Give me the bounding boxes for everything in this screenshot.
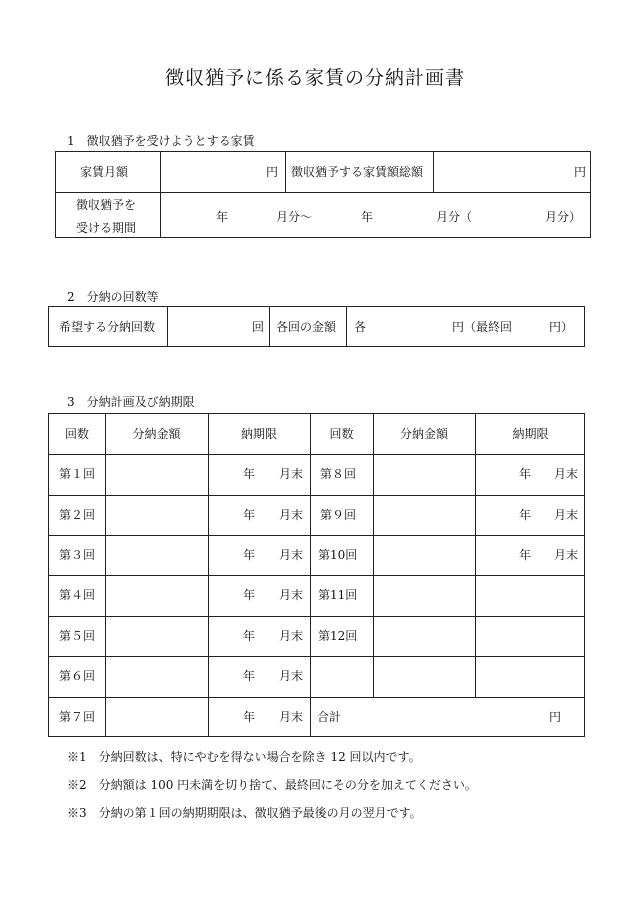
- final-close: 円）: [549, 320, 574, 334]
- note-2: ※2 分納額は 100 円未満を切り捨て、最終回にその分を加えてください。: [67, 778, 477, 792]
- due-month-end: 月末: [554, 467, 579, 481]
- count-label: 希望する分納回数: [59, 320, 156, 334]
- section-1-heading: 1 徴収猶予を受けようとする家賃: [67, 134, 255, 148]
- due-month-end: 月末: [279, 710, 304, 724]
- header-due-right: 納期限: [512, 427, 549, 441]
- due-year: 年: [243, 629, 256, 643]
- header-amount-left: 分納金額: [132, 427, 181, 441]
- period-year-1: 年: [216, 210, 229, 224]
- rent-table: [55, 151, 591, 238]
- period-months-close: 月分）: [545, 210, 582, 224]
- due-month-end: 月末: [279, 669, 304, 683]
- row-label: 第１回: [59, 467, 96, 481]
- period-year-2: 年: [361, 210, 374, 224]
- period-month-to: 月分（: [436, 210, 473, 224]
- rent-total-label: 徴収猶予する家賃額総額: [291, 165, 424, 179]
- due-month-end: 月末: [279, 508, 304, 522]
- due-year: 年: [243, 467, 256, 481]
- note-3: ※3 分納の第１回の納期期限は、徴収猶予最後の月の翌月です。: [67, 806, 422, 820]
- due-year: 年: [243, 710, 256, 724]
- each-amount-label: 各回の金額: [276, 320, 337, 334]
- row-label: 第５回: [59, 629, 96, 643]
- due-month-end: 月末: [279, 588, 304, 602]
- note-1: ※1 分納回数は、特にやむを得ない場合を除き 12 回以内です。: [67, 750, 421, 764]
- row-label: 第12回: [318, 629, 358, 643]
- count-times: 回: [252, 320, 265, 334]
- due-month-end: 月末: [279, 548, 304, 562]
- due-month-end: 月末: [279, 467, 304, 481]
- each-prefix: 各: [354, 320, 367, 334]
- due-year: 年: [243, 508, 256, 522]
- due-year: 年: [243, 588, 256, 602]
- row-label: 第９回: [320, 508, 357, 522]
- payment-plan-table: [48, 413, 585, 737]
- rent-monthly-label: 家賃月額: [80, 165, 129, 179]
- document-title: 徴収猶予に係る家賃の分納計画書: [164, 67, 465, 89]
- section-2-heading: 2 分納の回数等: [67, 290, 159, 304]
- header-due-left: 納期限: [240, 427, 277, 441]
- period-label-2: 受ける期間: [76, 221, 137, 235]
- header-count-right: 回数: [329, 427, 354, 441]
- total-yen: 円: [549, 710, 562, 724]
- row-label: 第10回: [318, 548, 358, 562]
- section-3-heading: 3 分納計画及び納期限: [67, 395, 195, 409]
- due-year: 年: [243, 669, 256, 683]
- row-label: 第３回: [59, 548, 96, 562]
- row-label: 第11回: [318, 588, 358, 602]
- row-label: 第７回: [59, 710, 96, 724]
- period-label-1: 徴収猶予を: [76, 198, 137, 212]
- final-label: 円（最終回: [452, 320, 513, 334]
- header-count-left: 回数: [64, 427, 89, 441]
- due-year: 年: [243, 548, 256, 562]
- due-year: 年: [519, 467, 532, 481]
- due-month-end: 月末: [279, 629, 304, 643]
- row-label: 第４回: [59, 588, 96, 602]
- header-amount-right: 分納金額: [399, 427, 448, 441]
- due-year: 年: [519, 548, 532, 562]
- due-year: 年: [519, 508, 532, 522]
- due-month-end: 月末: [554, 508, 579, 522]
- rent-total-yen: 円: [574, 165, 587, 179]
- row-label: 第６回: [59, 669, 96, 683]
- row-label: 第２回: [59, 508, 96, 522]
- period-month-from: 月分～: [276, 210, 313, 224]
- due-month-end: 月末: [554, 548, 579, 562]
- installment-count-table: [48, 306, 585, 347]
- total-label: 合計: [317, 710, 342, 724]
- row-label: 第８回: [320, 467, 357, 481]
- rent-yen: 円: [266, 165, 279, 179]
